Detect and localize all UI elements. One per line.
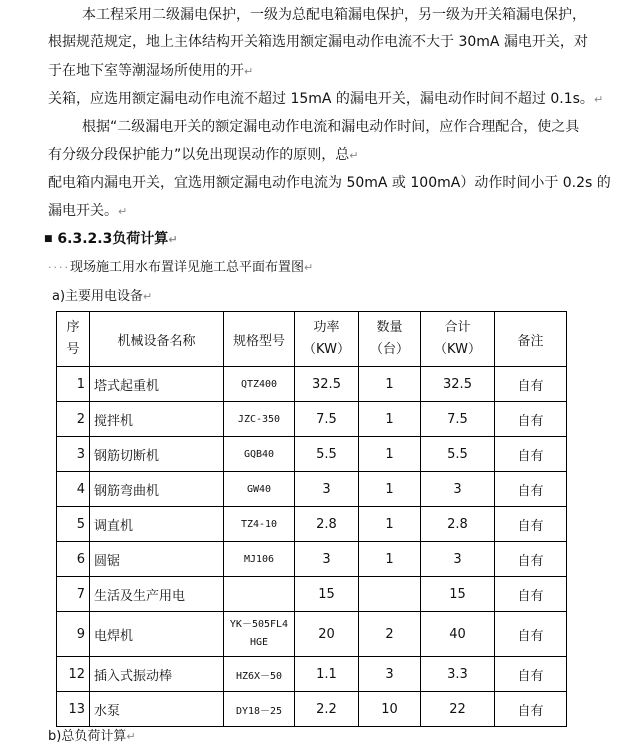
cell-total: 7.5 [421, 402, 495, 437]
cell-total: 3 [421, 472, 495, 507]
table-row [57, 367, 567, 402]
cell-note: 自有 [495, 657, 567, 692]
cell-qty: 10 [359, 692, 421, 727]
cell-seq: 4 [57, 472, 90, 507]
cell-power: 2.8 [295, 507, 359, 542]
cell-total: 5.5 [421, 437, 495, 472]
cell-total: 32.5 [421, 367, 495, 402]
paragraph-mark-icon: ↵ [593, 93, 604, 106]
subheading-equipment: a)主要用电设备↵ [52, 289, 153, 304]
paragraph-mark-icon: ↵ [118, 205, 128, 218]
cell-power: 32.5 [295, 367, 359, 402]
cell-name: 钢筋切断机 [90, 437, 224, 472]
cell-qty [359, 577, 421, 612]
cell-power: 20 [295, 612, 359, 657]
header-total: 合计 （KW） [421, 312, 495, 367]
table-row [57, 402, 567, 437]
cell-power: 3 [295, 542, 359, 577]
cell-seq: 5 [57, 507, 90, 542]
paragraph-2-line-2: 有分级分段保护能力”以免出现误动作的原则，总↵ [48, 147, 359, 163]
paragraph-mark-icon: ↵ [304, 261, 314, 274]
header-note: 备注 [495, 312, 567, 367]
table-row [57, 472, 567, 507]
cell-qty: 1 [359, 507, 421, 542]
cell-name: 电焊机 [90, 612, 224, 657]
paragraph-2-line-1: 根据“二级漏电开关的额定漏电动作电流和漏电动作时间，应作合理配合，使之具 [82, 119, 580, 135]
paragraph-mark-icon: ↵ [143, 290, 153, 303]
cell-total: 2.8 [421, 507, 495, 542]
cell-name: 调直机 [90, 507, 224, 542]
cell-note: 自有 [495, 437, 567, 472]
section-intro: ····现场施工用水布置详见施工总平面布置图↵ [48, 260, 314, 275]
cell-name: 插入式振动棒 [90, 657, 224, 692]
cell-spec: MJ106 [224, 542, 295, 577]
cell-spec: GQB40 [224, 437, 295, 472]
cell-qty: 1 [359, 402, 421, 437]
cell-qty: 2 [359, 612, 421, 657]
cell-note: 自有 [495, 472, 567, 507]
cell-spec: YK－505FL4 HGE [224, 612, 295, 657]
cell-spec: TZ4-10 [224, 507, 295, 542]
table-row [57, 657, 567, 692]
cell-total: 3 [421, 542, 495, 577]
table-row [57, 692, 567, 727]
cell-total: 15 [421, 577, 495, 612]
header-spec: 规格型号 [224, 312, 295, 367]
cell-spec: JZC-350 [224, 402, 295, 437]
cell-note: 自有 [495, 367, 567, 402]
cell-name: 生活及生产用电 [90, 577, 224, 612]
paragraph-2-line-4: 漏电开关。↵ [48, 203, 128, 219]
cell-seq: 12 [57, 657, 90, 692]
paragraph-1-line-3: 于在地下室等潮湿场所使用的开↵ [48, 63, 254, 79]
paragraph-mark-icon: ↵ [168, 233, 178, 246]
paragraph-mark-icon: ↵ [126, 730, 136, 743]
cell-qty: 1 [359, 367, 421, 402]
cell-seq: 2 [57, 402, 90, 437]
header-seq: 序 号 [57, 312, 90, 367]
cell-power: 2.2 [295, 692, 359, 727]
cell-name: 搅拌机 [90, 402, 224, 437]
cell-power: 3 [295, 472, 359, 507]
cell-note: 自有 [495, 612, 567, 657]
cell-power: 5.5 [295, 437, 359, 472]
paragraph-1-line-2: 根据规范规定，地上主体结构开关箱选用额定漏电动作电流不大于 30mA 漏电开关，对 [48, 34, 588, 50]
cell-qty: 3 [359, 657, 421, 692]
cell-spec: GW40 [224, 472, 295, 507]
cell-note: 自有 [495, 577, 567, 612]
cell-qty: 1 [359, 542, 421, 577]
paragraph-mark-icon: ↵ [349, 149, 359, 162]
cell-name: 水泵 [90, 692, 224, 727]
header-qty: 数量 （台） [359, 312, 421, 367]
equipment-table [56, 311, 567, 727]
table-header-row [57, 312, 567, 367]
table-row [57, 577, 567, 612]
cell-total: 3.3 [421, 657, 495, 692]
cell-total: 22 [421, 692, 495, 727]
section-heading: ■ 6.3.2.3负荷计算↵ [44, 231, 178, 247]
cell-seq: 7 [57, 577, 90, 612]
cell-note: 自有 [495, 402, 567, 437]
paragraph-1-line-4: 关箱，应选用额定漏电动作电流不超过 15mA 的漏电开关，漏电动作时间不超过 0.1s。↵ [48, 91, 604, 107]
cell-spec: DY18－25 [224, 692, 295, 727]
subheading-total-load: b)总负荷计算↵ [48, 729, 136, 744]
cell-spec: QTZ400 [224, 367, 295, 402]
cell-name: 塔式起重机 [90, 367, 224, 402]
cell-qty: 1 [359, 472, 421, 507]
table-row [57, 507, 567, 542]
cell-seq: 1 [57, 367, 90, 402]
cell-spec [224, 577, 295, 612]
cell-seq: 6 [57, 542, 90, 577]
header-name: 机械设备名称 [90, 312, 224, 367]
paragraph-1-line-1: 本工程采用二级漏电保护，一级为总配电箱漏电保护，另一级为开关箱漏电保护， [82, 7, 586, 23]
cell-power: 15 [295, 577, 359, 612]
cell-seq: 9 [57, 612, 90, 657]
table-row [57, 437, 567, 472]
paragraph-2-line-3: 配电箱内漏电开关，宜选用额定漏电动作电流为 50mA 或 100mA）动作时间小于 0.2s 的 [48, 175, 611, 191]
cell-note: 自有 [495, 542, 567, 577]
cell-name: 圆锯 [90, 542, 224, 577]
table-row [57, 542, 567, 577]
cell-note: 自有 [495, 692, 567, 727]
cell-note: 自有 [495, 507, 567, 542]
table-row [57, 612, 567, 657]
cell-seq: 3 [57, 437, 90, 472]
cell-seq: 13 [57, 692, 90, 727]
cell-name: 钢筋弯曲机 [90, 472, 224, 507]
cell-power: 1.1 [295, 657, 359, 692]
cell-total: 40 [421, 612, 495, 657]
paragraph-mark-icon: ↵ [244, 65, 254, 78]
header-power: 功率 （KW） [295, 312, 359, 367]
cell-qty: 1 [359, 437, 421, 472]
cell-power: 7.5 [295, 402, 359, 437]
cell-spec: HZ6X－50 [224, 657, 295, 692]
